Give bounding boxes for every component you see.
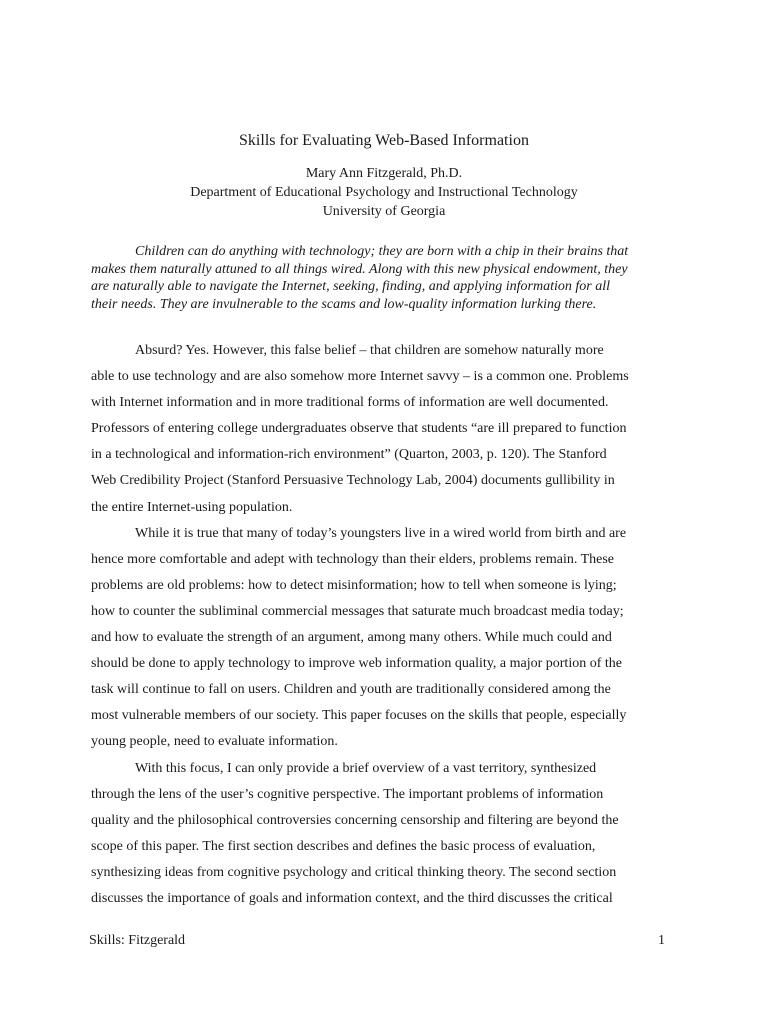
author-name: Mary Ann Fitzgerald, Ph.D.: [305, 166, 463, 181]
epigraph: [91, 243, 681, 313]
body-line: should be done to apply technology to improve web information quality, a major portion of the: [91, 656, 622, 672]
body-line: hence more comfortable and adept with technology than their elders, problems remain. These: [91, 551, 615, 567]
body-line: With this focus, I can only provide a brief overview of a vast territory, synthesized: [135, 760, 597, 776]
body-line: how to counter the subliminal commercial messages that saturate much broadcast media today;: [91, 603, 624, 619]
body-line: task will continue to fall on users. Children and youth are traditionally considered among the: [91, 682, 611, 698]
body-line: problems are old problems: how to detect misinformation; how to tell when someone is lying;: [91, 577, 617, 593]
body-line: able to use technology and are also somehow more Internet savvy – is a common one. Problems: [91, 369, 629, 385]
body-line: the entire Internet-using population.: [91, 499, 293, 515]
epigraph-line: their needs. They are invulnerable to the scams and low-quality information lurking there.: [91, 296, 597, 312]
body-line: most vulnerable members of our society. This paper focuses on the skills that people, especially: [91, 708, 627, 724]
body-line: scope of this paper. The first section describes and defines the basic process of evaluation,: [91, 838, 596, 854]
body-line: discusses the importance of goals and information context, and the third discusses the critical: [91, 890, 613, 906]
body-line: with Internet information and in more traditional forms of information are well documented.: [91, 395, 609, 411]
body-line: synthesizing ideas from cognitive psychology and critical thinking theory. The second section: [91, 864, 617, 880]
author-block: [0, 164, 768, 221]
page-number: 1: [658, 933, 665, 948]
body-line: quality and the philosophical controversies concerning censorship and filtering are beyond the: [91, 812, 619, 828]
body-line: While it is true that many of today’s youngsters live in a wired world from birth and are: [135, 525, 627, 541]
epigraph-line: makes them naturally attuned to all things wired. Along with this new physical endowment, they: [91, 261, 628, 277]
epigraph-line: Children can do anything with technology; they are born with a chip in their brains that: [135, 244, 629, 259]
body-line: Professors of entering college undergraduates observe that students “are ill prepared to function: [91, 421, 627, 437]
epigraph-line: are naturally able to navigate the Internet, seeking, finding, and applying information for all: [91, 279, 610, 294]
body-text: [91, 338, 681, 912]
footer-running-title: Skills: Fitzgerald: [89, 933, 186, 948]
body-line: and how to evaluate the strength of an argument, among many others. While much could and: [91, 630, 612, 646]
author-institution: University of Georgia: [322, 204, 446, 219]
body-line: young people, need to evaluate information.: [91, 734, 338, 750]
body-line: through the lens of the user’s cognitive perspective. The important problems of information: [91, 786, 604, 802]
author-department: Department of Educational Psychology and Instructional Technology: [190, 185, 578, 200]
body-line: Web Credibility Project (Stanford Persuasive Technology Lab, 2004) documents gullibility in: [91, 473, 615, 489]
body-line: in a technological and information-rich environment” (Quarton, 2003, p. 120). The Stanford: [91, 447, 607, 463]
body-line: Absurd? Yes. However, this false belief – that children are somehow naturally more: [135, 343, 604, 358]
document-title: Skills for Evaluating Web-Based Information: [239, 132, 529, 149]
